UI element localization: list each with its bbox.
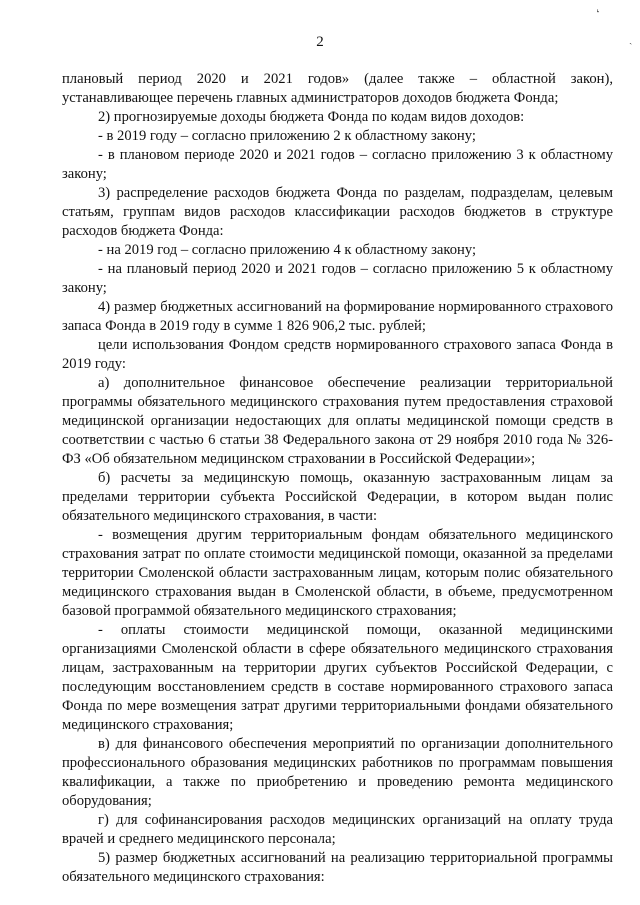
paragraph: 2) прогнозируемые доходы бюджета Фонда по кодам видов доходов:: [98, 109, 525, 125]
paragraph: 4) размер бюджетных ассигнований на формирование нормированного страхового запаса Фонда в 2019 году в сумме 1 826 906,2 тыс. рублей;: [62, 299, 613, 334]
paragraph: цели использования Фондом средств нормированного страхового запаса Фонда в 2019 году:: [62, 337, 613, 372]
paragraph: а) дополнительное финансовое обеспечение реализации территориальной программы обязательного медицинского страхования путем предоставления страховой медицинской организации недостающих для оплаты медицинской помощи средств в соответствии с частью 6 статьи 38 Федерального закона от 29 ноября 2010 года № 326-ФЗ «Об обязательном медицинском страховании в Российской Федерации»;: [62, 375, 613, 467]
paragraph: 3) распределение расходов бюджета Фонда по разделам, подразделам, целевым статьям, группам видов расходов классификации расходов бюджетов в структуре расходов бюджета Фонда:: [62, 185, 613, 239]
paragraph: - возмещения другим территориальным фондам обязательного медицинского страхования затрат по оплате стоимости медицинской помощи, оказанной за пределами территории Смоленской области застрахованным лицам, которым полис обязательного медицинского страхования выдан в Смоленской области, в объеме, предусмотренном базовой программой обязательного медицинского страхования;: [62, 527, 613, 619]
handwritten-mark: ʻ: [594, 5, 604, 21]
paragraph: - в плановом периоде 2020 и 2021 годов – согласно приложению 3 к областному закону;: [62, 147, 613, 182]
paragraph: б) расчеты за медицинскую помощь, оказанную застрахованным лицам за пределами территории субъекта Российской Федерации, в котором выдан полис обязательного медицинского страхования, в части:: [62, 470, 613, 524]
document-body: [62, 70, 613, 887]
paragraph: - в 2019 году – согласно приложению 2 к областному закону;: [98, 128, 476, 144]
paragraph: в) для финансового обеспечения мероприятий по организации дополнительного профессионального образования медицинских работников по программам повышения квалификации, а также по приобретению и проведению ремонта медицинского оборудования;: [62, 736, 613, 809]
paragraph: г) для софинансирования расходов медицинских организаций на оплату труда врачей и среднего медицинского персонала;: [62, 812, 613, 847]
paragraph: - оплаты стоимости медицинской помощи, оказанной медицинскими организациями Смоленской области в сфере обязательного медицинского страхования лицам, застрахованным на территории других субъектов Российской Федерации, с последующим восстановлением средств в составе нормированного страхового запаса Фонда по мере возмещения затрат другими территориальными фондами обязательного медицинского страхования;: [62, 622, 613, 733]
paragraph: 5) размер бюджетных ассигнований на реализацию территориальной программы обязательного медицинского страхования:: [62, 850, 613, 885]
scan-mark: ˏ: [629, 34, 633, 45]
paragraph: плановый период 2020 и 2021 годов» (далее также – областной закон), устанавливающее перечень главных администраторов доходов бюджета Фонда;: [62, 71, 613, 106]
paragraph: - на 2019 год – согласно приложению 4 к областному закону;: [98, 242, 477, 258]
paragraph: - на плановый период 2020 и 2021 годов – согласно приложению 5 к областному закону;: [62, 261, 613, 296]
page-number: 2: [316, 34, 324, 50]
